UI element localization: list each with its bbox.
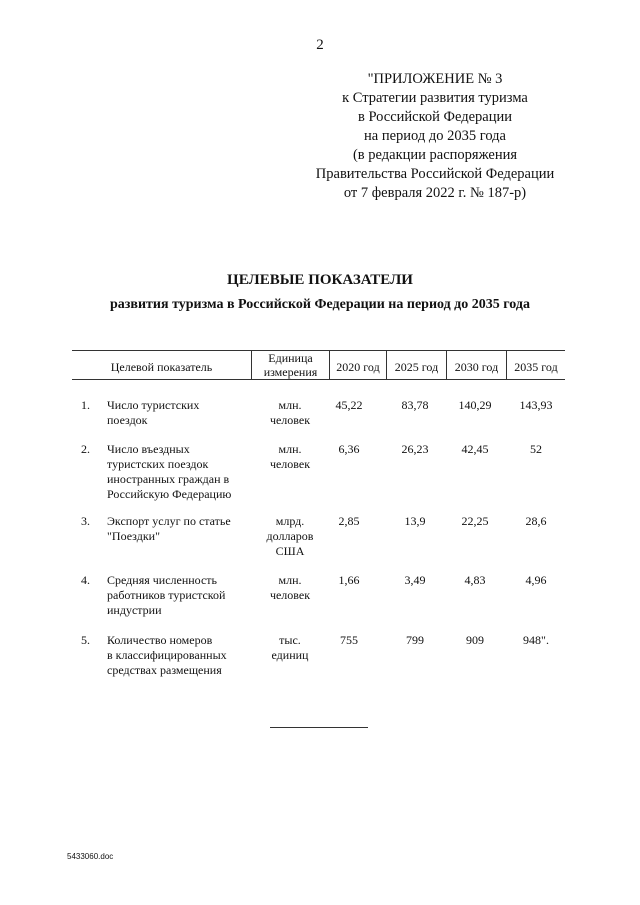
row-name-line: в классифицированных	[107, 648, 227, 662]
document-subtitle: развития туризма в Российской Федерации на период до 2035 года	[110, 297, 530, 312]
row-name-line: туристских поездок	[107, 457, 209, 471]
row-name	[107, 398, 245, 428]
appendix-line: от 7 февраля 2022 г. № 187-р)	[343, 185, 527, 201]
row-unit-line: млн.	[278, 442, 302, 456]
header-indicator: Целевой показатель	[110, 360, 213, 374]
header-unit-line: измерения	[263, 365, 318, 379]
row-name-line: Российскую Федерацию	[107, 487, 232, 501]
row-value-2025: 83,78	[401, 398, 429, 412]
row-unit-line: единиц	[271, 648, 309, 662]
row-value-2020: 6,36	[338, 442, 360, 456]
row-name-line: Число въездных	[107, 442, 190, 456]
row-unit	[252, 573, 328, 603]
row-unit-line: долларов	[266, 529, 314, 543]
row-name-line: средствах размещения	[107, 663, 222, 677]
row-unit-line: млн.	[278, 398, 302, 412]
row-name-line: иностранных граждан в	[107, 472, 230, 486]
appendix-line: (в редакции распоряжения	[352, 147, 518, 163]
row-value-2030: 22,25	[461, 514, 489, 528]
row-value-2025: 26,23	[401, 442, 429, 456]
appendix-line: в Российской Федерации	[357, 109, 513, 125]
row-index: 1.	[81, 398, 90, 412]
row-name-line: "Поездки"	[107, 529, 160, 543]
row-unit-line: США	[275, 544, 305, 558]
header-2035: 2035 год	[514, 360, 558, 374]
end-rule	[270, 727, 368, 728]
row-name-line: Средняя численность	[107, 573, 218, 587]
header-2020: 2020 год	[336, 360, 380, 374]
row-unit-line: млрд.	[275, 514, 305, 528]
row-value-2025: 799	[406, 633, 424, 647]
row-index: 2.	[81, 442, 90, 456]
header-2030: 2030 год	[454, 360, 499, 374]
row-name	[107, 514, 245, 544]
row-unit-line: тыс.	[279, 633, 301, 647]
row-value-2020: 2,85	[338, 514, 360, 528]
row-name-line: Количество номеров	[107, 633, 213, 647]
header-unit	[252, 351, 329, 379]
row-name-line: поездок	[107, 413, 148, 427]
row-value-2035: 52	[530, 442, 542, 456]
row-value-2030: 140,29	[458, 398, 492, 412]
row-name-line: Экспорт услуг по статье	[107, 514, 231, 528]
row-unit-line: млн.	[278, 573, 302, 587]
appendix-line: к Стратегии развития туризма	[342, 90, 528, 106]
row-unit	[252, 398, 328, 428]
row-value-2030: 42,45	[461, 442, 489, 456]
row-value-2035: 143,93	[519, 398, 553, 412]
header-unit-line: Единица	[268, 351, 313, 365]
row-value-2035: 4,96	[525, 573, 547, 587]
appendix-line: на период до 2035 года	[364, 128, 506, 144]
table-header-rule	[72, 379, 565, 380]
row-value-2035: 948".	[523, 633, 549, 647]
row-name	[107, 633, 245, 678]
row-value-2035: 28,6	[525, 514, 547, 528]
row-value-2020: 1,66	[338, 573, 360, 587]
row-value-2020: 45,22	[335, 398, 363, 412]
row-unit-line: человек	[269, 413, 311, 427]
header-2025: 2025 год	[394, 360, 439, 374]
row-value-2025: 13,9	[404, 514, 426, 528]
row-value-2030: 909	[466, 633, 484, 647]
row-index: 3.	[81, 514, 90, 528]
page-number: 2	[316, 37, 324, 53]
appendix-line: "ПРИЛОЖЕНИЕ № 3	[367, 71, 503, 87]
row-name	[107, 573, 245, 618]
appendix-line: Правительства Российской Федерации	[315, 166, 555, 182]
row-value-2025: 3,49	[404, 573, 426, 587]
row-unit	[252, 514, 328, 559]
row-unit	[252, 442, 328, 472]
row-value-2030: 4,83	[464, 573, 486, 587]
row-unit	[252, 633, 328, 663]
document-title: ЦЕЛЕВЫЕ ПОКАЗАТЕЛИ	[227, 272, 413, 288]
row-name-line: работников туристской	[107, 588, 226, 602]
row-value-2020: 755	[340, 633, 358, 647]
row-unit-line: человек	[269, 457, 311, 471]
row-name-line: индустрии	[107, 603, 162, 617]
row-index: 5.	[81, 633, 90, 647]
appendix-block	[305, 70, 565, 203]
row-unit-line: человек	[269, 588, 311, 602]
row-name	[107, 442, 245, 502]
footer-filename: 5433060.doc	[67, 852, 114, 861]
row-name-line: Число туристских	[107, 398, 200, 412]
row-index: 4.	[81, 573, 90, 587]
